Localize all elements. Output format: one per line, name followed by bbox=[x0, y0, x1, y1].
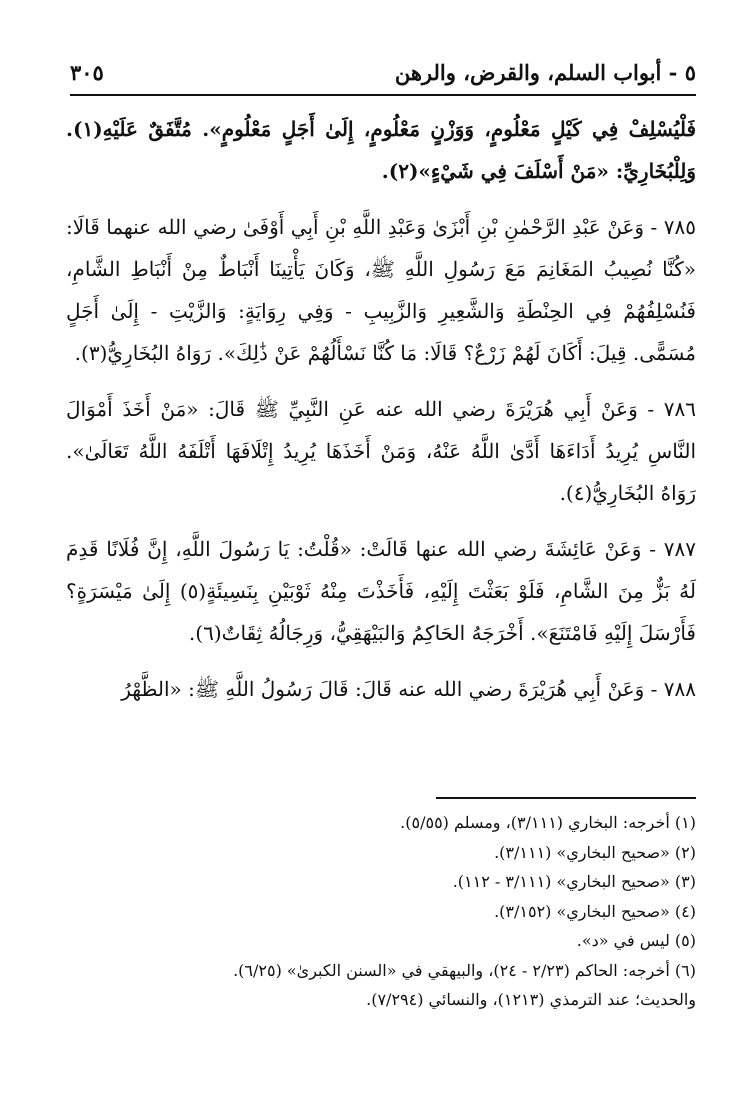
paragraph-continuation bbox=[66, 108, 696, 192]
footnote: (٢) «صحيح البخاري» (٣/١١١). bbox=[494, 842, 696, 862]
paragraph-text: وَعَنْ أَبِي هُرَيْرَةَ رضي الله عنه قَالَ: قَالَ رَسُولُ اللَّهِ ﷺ: «الظَّهْرُ bbox=[121, 677, 645, 701]
footnote-continuation: والحديث؛ عند الترمذي (١٢١٣)، والنسائي (٧/٢٩٤). bbox=[366, 990, 696, 1009]
footnote: (٣) «صحيح البخاري» (٣/١١١ - ١١٢). bbox=[452, 872, 696, 891]
hadith-786 bbox=[66, 388, 696, 514]
hadith-number: ٧٨٥ - bbox=[650, 215, 697, 239]
main-text bbox=[66, 108, 696, 724]
footnote: (٥) ليس في «د». bbox=[576, 931, 696, 950]
footnotes bbox=[66, 808, 696, 1015]
hadith-788 bbox=[66, 668, 696, 710]
hadith-787 bbox=[66, 528, 696, 654]
footnote: (٤) «صحيح البخاري» (٣/١٥٢). bbox=[494, 901, 696, 921]
footnote: (١) أخرجه: البخاري (٣/١١١)، ومسلم (٥/٥٥). bbox=[400, 813, 696, 832]
hadith-number: ٧٨٨ - bbox=[650, 677, 696, 701]
chapter-title: ٥ - أبواب السلم، والقرض، والرهن bbox=[394, 60, 696, 85]
hadith-785 bbox=[66, 206, 696, 374]
footnote-separator bbox=[436, 797, 696, 799]
footnote: (٦) أخرجه: الحاكم (٢/٢٣ - ٢٤)، والبيهقي في «السنن الكبرىٰ» (٦/٢٥). bbox=[233, 960, 696, 980]
hadith-number: ٧٨٧ - bbox=[649, 537, 697, 561]
page-header bbox=[70, 58, 696, 96]
paragraph-text: وَعَنْ أَبِي هُرَيْرَةَ رضي الله عنه عَنِ النَّبِيِّ ﷺ قَالَ: «مَنْ أَخَذَ أَمْوَالَ النَّاسِ يُرِيدُ أَدَاءَهَا أَدَّىٰ اللَّهُ عَنْهُ، وَمَنْ أَخَذَهَا يُرِيدُ إِتْلَافَهَا أَتْلَفَهُ اللَّهُ تَعَالَىٰ». رَوَاهُ البُخَارِيُّ(٤). bbox=[66, 397, 696, 505]
paragraph-text: وَعَنْ عَائِشَةَ رضي الله عنها قَالَتْ: «قُلْتُ: يَا رَسُولَ اللَّهِ، إِنَّ فُلَانًا قَدِمَ لَهُ بَزٌّ مِنَ الشَّامِ، فَلَوْ بَعَثْتَ إِلَيْهِ، فَأَخَذْتَ مِنْهُ ثَوْبَيْنِ بِنَسِيئَةٍ(٥) إِلَىٰ مَيْسَرَةٍ؟ فَأَرْسَلَ إِلَيْهِ فَامْتَنَعَ». أَخْرَجَهُ الحَاكِمُ وَالبَيْهَقِيُّ، وَرِجَالُهُ ثِقَاتٌ(٦). bbox=[66, 537, 696, 645]
paragraph-text: فَلْيُسْلِفْ فِي كَيْلٍ مَعْلُومٍ، وَوَزْنٍ مَعْلُومٍ، إِلَىٰ أَجَلٍ مَعْلُومٍ». مُتَّفَقٌ عَلَيْهِ(١). وَلِلْبُخَارِيِّ: «مَنْ أَسْلَفَ فِي شَيْءٍ»(٢). bbox=[66, 117, 696, 183]
hadith-number: ٧٨٦ - bbox=[647, 397, 696, 421]
paragraph-text: وَعَنْ عَبْدِ الرَّحْمٰنِ بْنِ أَبْزَىٰ وَعَبْدِ اللَّهِ بْنِ أَبِي أَوْفَىٰ رضي الله عنهما قَالَا: «كُنَّا نُصِيبُ المَغَانِمَ مَعَ رَسُولِ اللَّهِ ﷺ، وَكَانَ يَأْتِينَا أَنْبَاطٌ مِنْ أَنْبَاطِ الشَّامِ، فَنُسْلِفُهُمْ فِي الحِنْطَةِ وَالشَّعِيرِ وَالزَّبِيبِ - وَفِي رِوَايَةٍ: وَالزَّيْتِ - إِلَىٰ أَجَلٍ مُسَمًّى. قِيلَ: أَكَانَ لَهُمْ زَرْعٌ؟ قَالَا: مَا كُنَّا نَسْأَلُهُمْ عَنْ ذَٰلِكَ». رَوَاهُ البُخَارِيُّ(٣). bbox=[66, 215, 696, 365]
page-number: ٣٠٥ bbox=[70, 60, 104, 85]
